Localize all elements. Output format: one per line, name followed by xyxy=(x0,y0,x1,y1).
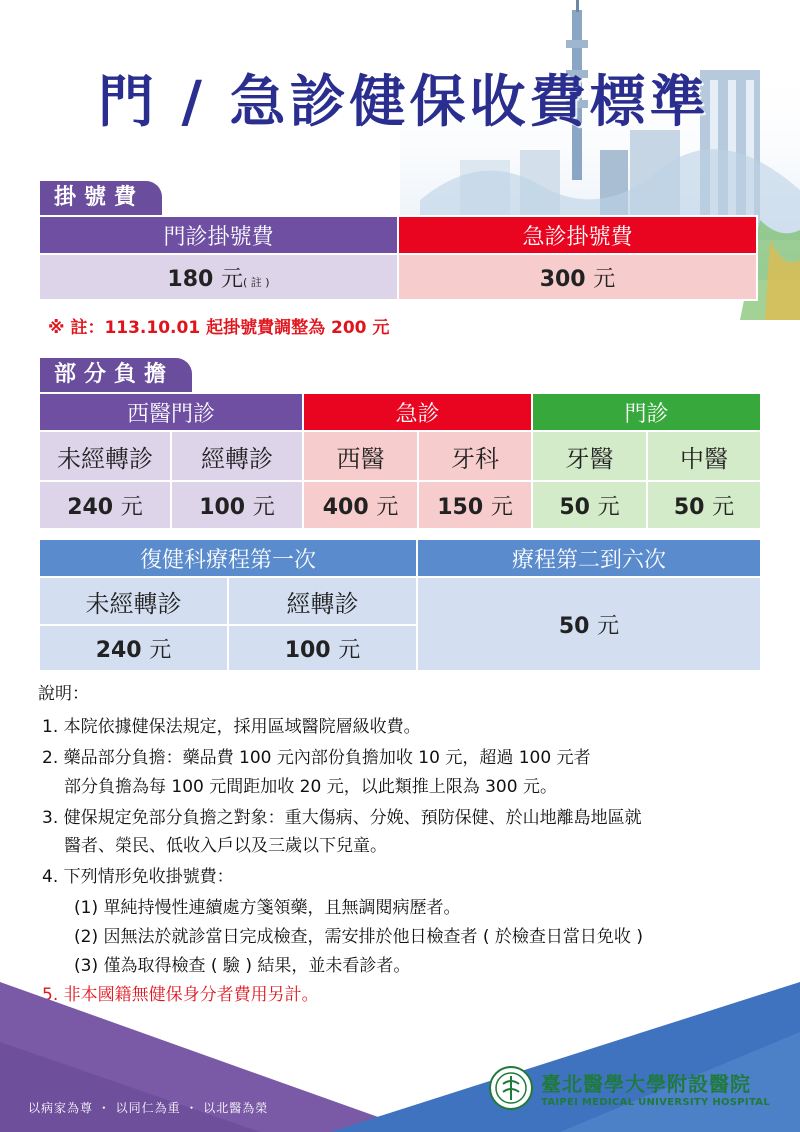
note-item-4: 4. 下列情形免收掛號費： xyxy=(42,867,234,888)
no-referral-value: 240 元 xyxy=(39,481,171,529)
dentist-value: 50 元 xyxy=(532,481,647,529)
outpatient-header: 門診 xyxy=(532,393,761,431)
emergency-registration-value: 300 元 xyxy=(398,254,757,300)
page-title: 門 / 急診健保收費標準 xyxy=(98,70,710,135)
rehab-referral-subheader: 經轉診 xyxy=(228,577,417,625)
copay-section-tag: 部分負擔 xyxy=(40,358,192,392)
rehab-second-value: 50 元 xyxy=(417,577,761,671)
emergency-registration-header: 急診掛號費 xyxy=(398,216,757,254)
registration-fee-table xyxy=(38,215,758,301)
hospital-logo-icon xyxy=(489,1066,533,1110)
rehab-referral-value: 100 元 xyxy=(228,625,417,671)
chinese-medicine-subheader: 中醫 xyxy=(647,431,761,481)
dental-value: 150 元 xyxy=(418,481,532,529)
note-item-5: 5. 非本國籍無健保身分者費用另計。 xyxy=(42,984,319,1005)
rehab-table xyxy=(38,538,762,672)
western-medicine-value: 400 元 xyxy=(303,481,418,529)
footer-slogan: 以病家為尊 ・ 以同仁為重 ・ 以北醫為榮 xyxy=(28,1101,269,1115)
referral-subheader: 經轉診 xyxy=(171,431,303,481)
note-item-4-2: (2) 因無法於就診當日完成檢查，需安排於他日檢查者 ( 於檢查日當日免收 ) xyxy=(74,927,643,948)
western-outpatient-header: 西醫門診 xyxy=(39,393,303,431)
dentist-subheader: 牙醫 xyxy=(532,431,647,481)
notes-section xyxy=(38,680,778,1012)
registration-section-tag: 掛號費 xyxy=(40,181,162,215)
outpatient-registration-header: 門診掛號費 xyxy=(39,216,398,254)
note-item-1: 1. 本院依據健保法規定，採用區域醫院層級收費。 xyxy=(42,716,421,737)
rehab-no-referral-subheader: 未經轉診 xyxy=(39,577,228,625)
note-item-4-3: (3) 僅為取得檢查 ( 驗 ) 結果，並未看診者。 xyxy=(74,956,411,977)
emergency-header: 急診 xyxy=(303,393,532,431)
no-referral-subheader: 未經轉診 xyxy=(39,431,171,481)
western-medicine-subheader: 西醫 xyxy=(303,431,418,481)
note-item-2: 2. 藥品部分負擔：藥品費 100 元內部份負擔加收 10 元，超過 100 元者 部分負擔為每 100 元間距加收 20 元，以此類推上限為 300 元。 xyxy=(42,747,591,797)
hospital-name-chinese: 臺北醫學大學附設醫院 xyxy=(540,1072,751,1096)
registration-footnote: ※ 註：113.10.01 起掛號費調整為 200 元 xyxy=(48,318,390,338)
rehab-first-header: 復健科療程第一次 xyxy=(39,539,417,577)
hospital-name-english: TAIPEI MEDICAL UNIVERSITY HOSPITAL xyxy=(540,1097,770,1108)
hospital-brand xyxy=(489,1066,770,1110)
copay-table xyxy=(38,392,762,530)
note-item-4-1: (1) 單純持慢性連續處方箋領藥，且無調閱病歷者。 xyxy=(74,898,461,919)
rehab-second-header: 療程第二到六次 xyxy=(417,539,761,577)
dental-subheader: 牙科 xyxy=(418,431,532,481)
referral-value: 100 元 xyxy=(171,481,303,529)
footnote-mark: ( 註 ) xyxy=(243,275,270,289)
rehab-no-referral-value: 240 元 xyxy=(39,625,228,671)
chinese-medicine-value: 50 元 xyxy=(647,481,761,529)
note-item-3: 3. 健保規定免部分負擔之對象：重大傷病、分娩、預防保健、於山地離島地區就 醫者、榮民、低收入戶以及三歲以下兒童。 xyxy=(42,807,642,857)
notes-heading: 說明： xyxy=(38,684,89,704)
outpatient-registration-value: 180 元( 註 ) xyxy=(39,254,398,300)
